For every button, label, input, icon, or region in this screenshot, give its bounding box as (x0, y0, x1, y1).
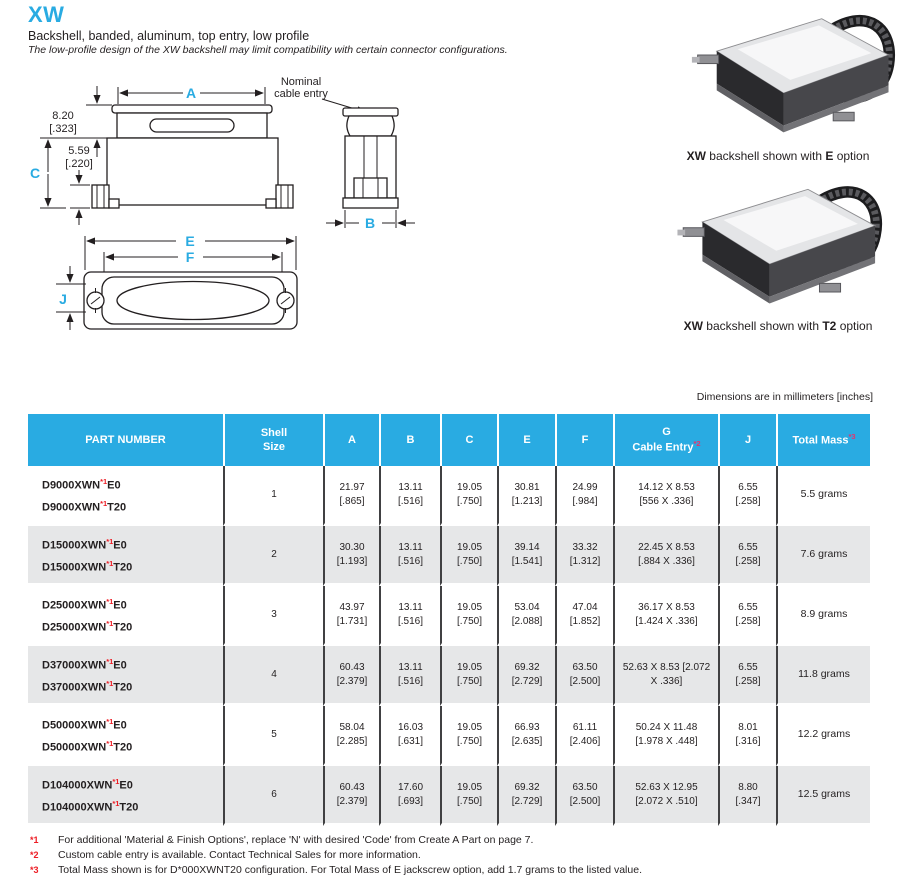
cell-shell-size: 2 (223, 526, 323, 586)
cell-e: 69.32 [2.729] (497, 646, 555, 706)
col-header-j: J (718, 414, 776, 466)
photo-caption-e: XW backshell shown with E option (686, 149, 870, 163)
page-title: XW (28, 2, 65, 27)
table-row (28, 706, 870, 766)
cell-total-mass: 12.5 grams (776, 766, 870, 826)
face-view-drawing (56, 233, 297, 330)
cell-j: 6.55 [.258] (718, 646, 776, 706)
cell-c: 19.05 [.750] (440, 646, 497, 706)
cell-a: 60.43 [2.379] (323, 646, 379, 706)
dim-label-a: A (185, 85, 197, 101)
cell-b: 13.11 [.516] (379, 466, 440, 526)
cell-total-mass: 8.9 grams (776, 586, 870, 646)
dim-label-j: J (59, 291, 67, 307)
cell-a: 43.97 [1.731] (323, 586, 379, 646)
cell-part-number: D104000XWN$^{*1}$E0 D104000XWN$^{*1}$T20 (28, 766, 223, 826)
table-row (28, 766, 870, 826)
col-header-shell-size: Shell Size (223, 414, 323, 466)
cell-shell-size: 4 (223, 646, 323, 706)
units-note: Dimensions are in millimeters [inches] (696, 391, 873, 403)
cell-j: 6.55 [.258] (718, 526, 776, 586)
col-header-c: C (440, 414, 497, 466)
cell-f: 63.50 [2.500] (555, 766, 613, 826)
cell-f: 33.32 [1.312] (555, 526, 613, 586)
backshell-photo-e-option (690, 4, 900, 148)
cell-total-mass: 12.2 grams (776, 706, 870, 766)
cell-part-number: D37000XWN$^{*1}$E0 D37000XWN$^{*1}$T20 (28, 646, 223, 706)
col-header-g-cable-entry: G Cable Entry$^{*2}$ (613, 414, 718, 466)
footnote-marker: *1 (30, 835, 39, 845)
cell-j: 8.80 [.347] (718, 766, 776, 826)
col-header-a: A (323, 414, 379, 466)
cell-a: 30.30 [1.193] (323, 526, 379, 586)
col-header-part-number: PART NUMBER (28, 414, 223, 466)
dim-5-59-mm: 5.59 (68, 145, 90, 157)
cable-entry-label-line2: cable entry (274, 88, 328, 100)
cell-e: 66.93 [2.635] (497, 706, 555, 766)
cable-entry-label-line1: Nominal (280, 76, 322, 88)
footnote-marker: *3 (30, 865, 39, 875)
col-header-total-mass: Total Mass$^{*3}$ (776, 414, 870, 466)
col-header-e: E (497, 414, 555, 466)
dim-label-b: B (364, 215, 376, 231)
cell-part-number: D50000XWN$^{*1}$E0 D50000XWN$^{*1}$T20 (28, 706, 223, 766)
cell-total-mass: 11.8 grams (776, 646, 870, 706)
cell-g: 50.24 X 11.48 [1.978 X .448] (613, 706, 718, 766)
table-row (28, 526, 870, 586)
cell-shell-size: 1 (223, 466, 323, 526)
cell-b: 17.60 [.693] (379, 766, 440, 826)
cell-f: 63.50 [2.500] (555, 646, 613, 706)
compatibility-note: The low-profile design of the XW backshell may limit compatibility with certain connector configurations. (28, 44, 508, 56)
cell-j: 6.55 [.258] (718, 586, 776, 646)
cell-a: 58.04 [2.285] (323, 706, 379, 766)
dim-8-20-in: [.323] (49, 123, 77, 135)
cell-part-number: D15000XWN$^{*1}$E0 D15000XWN$^{*1}$T20 (28, 526, 223, 586)
cell-part-number: D25000XWN$^{*1}$E0 D25000XWN$^{*1}$T20 (28, 586, 223, 646)
cell-total-mass: 5.5 grams (776, 466, 870, 526)
cell-b: 13.11 [.516] (379, 646, 440, 706)
footnote-3: *3 Total Mass shown is for D*000XWNT20 configuration. For Total Mass of E jackscrew option, add 1.7 grams to the listed value. (30, 864, 642, 876)
footnote-1: *1 For additional 'Material & Finish Options', replace 'N' with desired 'Code' from Create A Part on page 7. (30, 834, 534, 846)
cell-e: 53.04 [2.088] (497, 586, 555, 646)
table-row (28, 586, 870, 646)
cell-b: 13.11 [.516] (379, 526, 440, 586)
cell-g: 52.63 X 8.53 [2.072 X .336] (613, 646, 718, 706)
col-header-b: B (379, 414, 440, 466)
cell-e: 39.14 [1.541] (497, 526, 555, 586)
table-header-row (28, 414, 870, 466)
cell-j: 6.55 [.258] (718, 466, 776, 526)
col-header-f: F (555, 414, 613, 466)
footnotes (30, 834, 642, 879)
cell-c: 19.05 [.750] (440, 766, 497, 826)
dim-label-e: E (185, 233, 195, 249)
technical-drawing (0, 60, 450, 375)
cell-c: 19.05 [.750] (440, 526, 497, 586)
dim-label-f: F (185, 249, 195, 265)
cell-e: 30.81 [1.213] (497, 466, 555, 526)
cell-e: 69.32 [2.729] (497, 766, 555, 826)
cell-j: 8.01 [.316] (718, 706, 776, 766)
cell-g: 14.12 X 8.53 [556 X .336] (613, 466, 718, 526)
footnote-2: *2 Custom cable entry is available. Contact Technical Sales for more information. (30, 849, 421, 861)
table-row (28, 466, 870, 526)
front-view-drawing (30, 85, 293, 225)
photo-caption-t2: XW backshell shown with T2 option (683, 319, 873, 333)
cell-a: 21.97 [.865] (323, 466, 379, 526)
backshell-photo-t2-option (676, 174, 890, 316)
cell-shell-size: 3 (223, 586, 323, 646)
cell-g: 52.63 X 12.95 [2.072 X .510] (613, 766, 718, 826)
side-view-drawing (274, 76, 415, 231)
cell-b: 16.03 [.631] (379, 706, 440, 766)
table-row (28, 646, 870, 706)
cell-shell-size: 5 (223, 706, 323, 766)
cell-f: 47.04 [1.852] (555, 586, 613, 646)
cell-f: 24.99 [.984] (555, 466, 613, 526)
cell-b: 13.11 [.516] (379, 586, 440, 646)
cell-total-mass: 7.6 grams (776, 526, 870, 586)
dim-5-59-in: [.220] (65, 158, 93, 170)
dimensions-table (28, 414, 870, 826)
footnote-marker: *2 (30, 850, 39, 860)
dim-label-c: C (29, 165, 41, 181)
cell-c: 19.05 [.750] (440, 586, 497, 646)
cell-c: 19.05 [.750] (440, 706, 497, 766)
cell-g: 36.17 X 8.53 [1.424 X .336] (613, 586, 718, 646)
dim-8-20-mm: 8.20 (52, 110, 74, 122)
cell-f: 61.11 [2.406] (555, 706, 613, 766)
cell-c: 19.05 [.750] (440, 466, 497, 526)
cell-a: 60.43 [2.379] (323, 766, 379, 826)
cell-g: 22.45 X 8.53 [.884 X .336] (613, 526, 718, 586)
cell-shell-size: 6 (223, 766, 323, 826)
cell-part-number: D9000XWN$^{*1}$E0 D9000XWN$^{*1}$T20 (28, 466, 223, 526)
page-subtitle: Backshell, banded, aluminum, top entry, low profile (28, 29, 310, 43)
